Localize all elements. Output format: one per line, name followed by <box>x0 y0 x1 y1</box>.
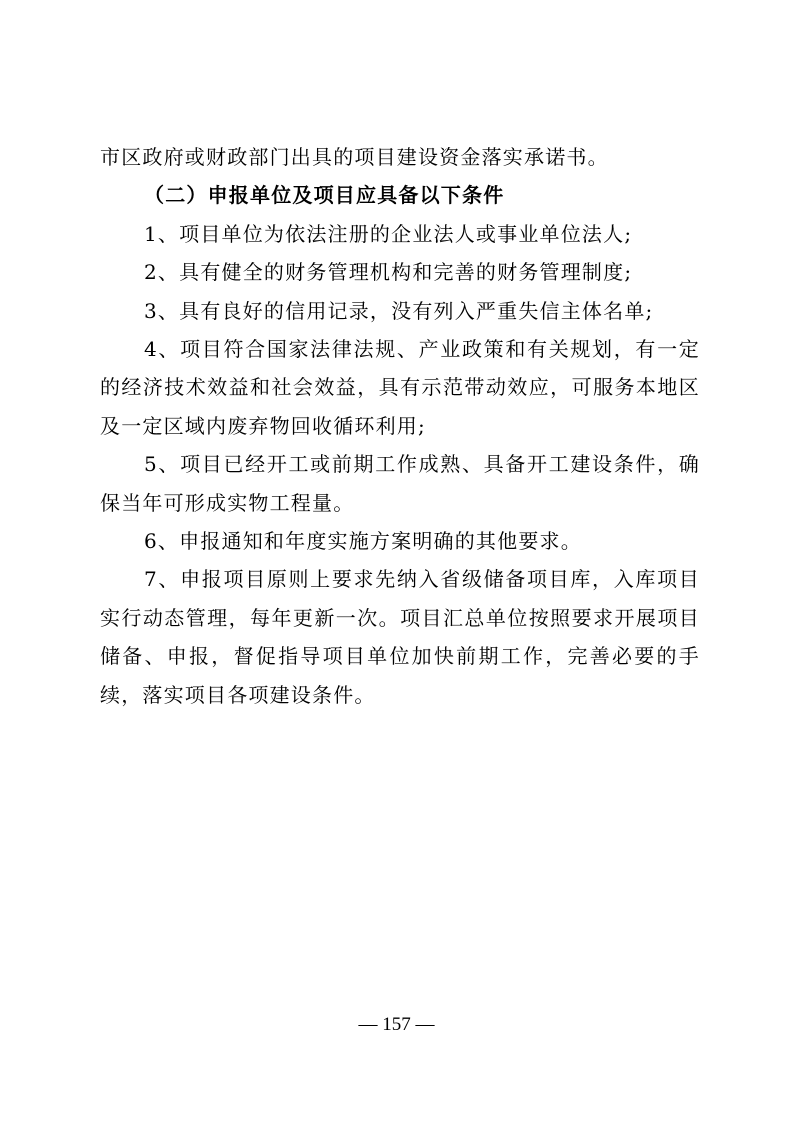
page-number: — 157 — <box>358 1014 435 1035</box>
condition-item-1: 1、项目单位为依法注册的企业法人或事业单位法人; <box>144 221 633 246</box>
section-heading: （二）申报单位及项目应具备以下条件 <box>144 183 505 208</box>
condition-item-5: 5、项目已经开工或前期工作成熟、具备开工建设条件，确保当年可形成实物工程量。 <box>100 452 700 515</box>
condition-item-3: 3、具有良好的信用记录，没有列入严重失信主体名单; <box>144 298 654 323</box>
continuation-paragraph: 市区政府或财政部门出具的项目建设资金落实承诺书。 <box>100 145 609 169</box>
condition-item-6: 6、申报通知和年度实施方案明确的其他要求。 <box>144 529 582 554</box>
condition-item-2: 2、具有健全的财务管理机构和完善的财务管理制度; <box>144 260 633 285</box>
condition-item-7: 7、申报项目原则上要求先纳入省级储备项目库，入库项目实行动态管理，每年更新一次。项目汇总单位按照要求开展项目储备、申报，督促指导项目单位加快前期工作，完善必要的手续，落实项目各项建设条件。 <box>100 567 700 707</box>
document-body <box>100 138 700 714</box>
condition-item-4: 4、项目符合国家法律法规、产业政策和有关规划，有一定的经济技术效益和社会效益，具有示范带动效应，可服务本地区及一定区域内废弃物回收循环利用; <box>100 337 700 438</box>
